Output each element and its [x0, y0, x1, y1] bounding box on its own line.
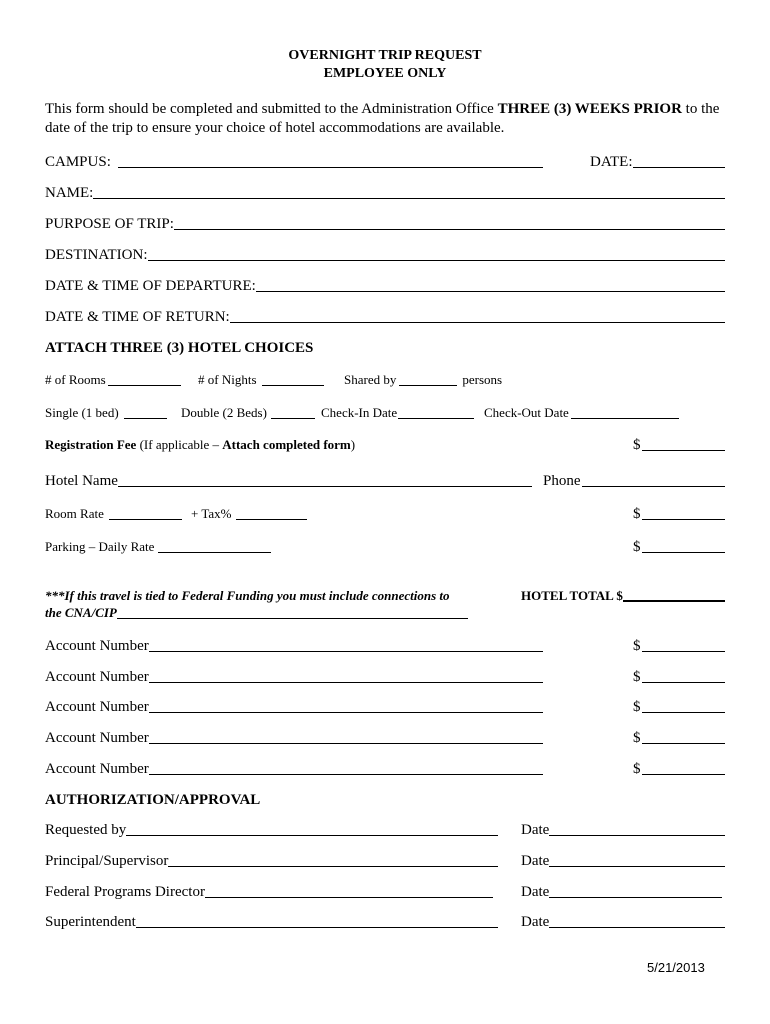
departure-field[interactable] — [256, 280, 725, 292]
registration-amount-group — [633, 436, 725, 454]
check-out-label: Check-Out Date — [484, 405, 569, 420]
parking-label: Parking – Daily Rate — [45, 539, 155, 554]
name-row — [45, 184, 725, 202]
check-out-group — [484, 404, 679, 422]
double-group — [181, 404, 315, 422]
principal-label: Principal/Supervisor — [45, 853, 169, 869]
superintendent-label: Superintendent — [45, 914, 136, 930]
registration-label — [45, 436, 355, 454]
rooms-group — [45, 371, 181, 389]
account-row — [45, 698, 543, 716]
shared-by-label: Shared by — [344, 372, 397, 387]
principal-date-field[interactable] — [549, 855, 725, 867]
phone-group — [543, 472, 725, 490]
date-label: DATE: — [590, 154, 633, 170]
rooms-label: # of Rooms — [45, 372, 106, 387]
nights-label: # of Nights — [198, 372, 257, 387]
date-label: Date — [521, 884, 550, 900]
return-row — [45, 308, 725, 326]
registration-note: (If applicable – — [136, 437, 223, 452]
currency-symbol: $ — [633, 539, 641, 555]
revision-date: 5/21/2013 — [647, 960, 705, 975]
form-subtitle: EMPLOYEE ONLY — [323, 66, 447, 81]
account-row — [45, 637, 543, 655]
account-amount-field[interactable] — [642, 763, 726, 775]
single-field[interactable] — [124, 407, 167, 419]
parking-amount-group — [633, 538, 725, 556]
single-label: Single (1 bed) — [45, 405, 119, 420]
double-field[interactable] — [271, 407, 315, 419]
rooms-field[interactable] — [108, 374, 181, 386]
requested-by-label: Requested by — [45, 822, 127, 838]
form-title: OVERNIGHT TRIP REQUEST — [288, 48, 482, 63]
room-rate-group — [45, 505, 182, 523]
destination-label: DESTINATION: — [45, 247, 148, 263]
return-field[interactable] — [230, 311, 725, 323]
hotel-name-group — [45, 472, 532, 490]
tax-group — [191, 505, 307, 523]
departure-label: DATE & TIME OF DEPARTURE: — [45, 278, 256, 294]
parking-group — [45, 538, 271, 556]
currency-symbol: $ — [633, 761, 641, 777]
account-number-field[interactable] — [149, 671, 543, 683]
intro-paragraph — [45, 100, 720, 138]
currency-symbol: $ — [633, 437, 641, 453]
registration-note-close: ) — [350, 437, 356, 452]
intro-deadline: THREE (3) WEEKS PRIOR — [497, 101, 682, 117]
room-rate-label: Room Rate — [45, 506, 104, 521]
date-field[interactable] — [633, 156, 726, 168]
federal-director-signature-field[interactable] — [205, 886, 493, 898]
check-out-field[interactable] — [571, 407, 679, 419]
account-amount-field[interactable] — [642, 701, 726, 713]
account-number-label: Account Number — [45, 669, 149, 685]
check-in-field[interactable] — [398, 407, 474, 419]
intro-text-end: to the date of the trip to ensure your choice of hotel accommodations are available. — [45, 101, 720, 136]
account-amount-group — [633, 668, 725, 686]
nights-field[interactable] — [262, 374, 325, 386]
hotel-total-label: HOTEL TOTAL $ — [521, 588, 623, 603]
cna-cip-field[interactable] — [117, 607, 468, 619]
name-field[interactable] — [93, 187, 725, 199]
account-amount-group — [633, 637, 725, 655]
hotel-name-label: Hotel Name — [45, 473, 118, 489]
double-label: Double (2 Beds) — [181, 405, 267, 420]
cna-cip-label: the CNA/CIP — [45, 605, 117, 620]
principal-signature-field[interactable] — [168, 855, 498, 867]
requested-by-date-group — [521, 821, 725, 839]
check-in-group — [321, 404, 474, 422]
room-rate-field[interactable] — [109, 508, 182, 520]
tax-field[interactable] — [236, 508, 307, 520]
superintendent-group — [45, 913, 498, 931]
departure-row — [45, 277, 725, 295]
account-number-field[interactable] — [149, 763, 543, 775]
federal-director-date-field[interactable] — [549, 886, 722, 898]
phone-label: Phone — [543, 473, 581, 489]
account-number-label: Account Number — [45, 699, 149, 715]
principal-group — [45, 852, 498, 870]
persons-label: persons — [462, 372, 503, 387]
parking-amount-field[interactable] — [642, 541, 726, 553]
purpose-field[interactable] — [174, 218, 725, 230]
intro-text: This form should be completed and submitted to the Administration Office — [45, 101, 498, 117]
campus-field[interactable] — [118, 156, 543, 168]
shared-by-field[interactable] — [399, 374, 457, 386]
account-number-field[interactable] — [149, 701, 543, 713]
registration-note-emphasis: Attach completed form — [222, 437, 351, 452]
superintendent-signature-field[interactable] — [136, 916, 498, 928]
hotel-total-field[interactable] — [623, 589, 725, 602]
parking-field[interactable] — [158, 541, 271, 553]
federal-director-group — [45, 883, 493, 901]
nights-group — [198, 371, 324, 389]
date-label: Date — [521, 822, 550, 838]
purpose-row — [45, 215, 725, 233]
single-group — [45, 404, 167, 422]
account-amount-field[interactable] — [642, 640, 726, 652]
hotel-total-group — [521, 587, 725, 605]
account-amount-group — [633, 729, 725, 747]
approval-heading: AUTHORIZATION/APPROVAL — [45, 792, 261, 808]
currency-symbol: $ — [633, 638, 641, 654]
room-amount-group — [633, 505, 725, 523]
requested-by-date-field[interactable] — [549, 824, 725, 836]
currency-symbol: $ — [633, 699, 641, 715]
currency-symbol: $ — [633, 506, 641, 522]
account-amount-group — [633, 760, 725, 778]
room-amount-field[interactable] — [642, 508, 726, 520]
destination-row — [45, 246, 725, 264]
tax-label: + Tax% — [191, 506, 232, 521]
superintendent-date-field[interactable] — [549, 916, 725, 928]
account-row — [45, 668, 543, 686]
account-amount-field[interactable] — [642, 671, 726, 683]
currency-symbol: $ — [633, 669, 641, 685]
date-row — [590, 153, 725, 171]
account-number-field[interactable] — [149, 640, 543, 652]
campus-label: CAMPUS: — [45, 154, 111, 170]
account-row — [45, 729, 543, 747]
account-amount-field[interactable] — [642, 732, 726, 744]
registration-title: Registration Fee — [45, 437, 137, 452]
purpose-label: PURPOSE OF TRIP: — [45, 216, 174, 232]
federal-director-date-group — [521, 883, 722, 901]
currency-symbol: $ — [633, 730, 641, 746]
phone-field[interactable] — [582, 475, 726, 487]
requested-by-signature-field[interactable] — [126, 824, 498, 836]
check-in-label: Check-In Date — [321, 405, 398, 420]
principal-date-group — [521, 852, 725, 870]
shared-by-group — [344, 371, 502, 389]
hotel-name-field[interactable] — [118, 475, 532, 487]
requested-by-group — [45, 821, 498, 839]
federal-director-label: Federal Programs Director — [45, 884, 205, 900]
date-label: Date — [521, 914, 550, 930]
name-label: NAME: — [45, 185, 94, 201]
cna-cip-group — [45, 604, 468, 622]
account-amount-group — [633, 698, 725, 716]
superintendent-date-group — [521, 913, 725, 931]
return-label: DATE & TIME OF RETURN: — [45, 309, 230, 325]
hotel-section-heading: ATTACH THREE (3) HOTEL CHOICES — [45, 340, 314, 356]
federal-funding-note: ***If this travel is tied to Federal Funding you must include connections to — [45, 588, 450, 603]
account-number-label: Account Number — [45, 638, 149, 654]
account-number-label: Account Number — [45, 761, 149, 777]
account-number-label: Account Number — [45, 730, 149, 746]
registration-amount-field[interactable] — [642, 439, 726, 451]
campus-row — [45, 153, 543, 171]
destination-field[interactable] — [148, 249, 726, 261]
account-row — [45, 760, 543, 778]
date-label: Date — [521, 853, 550, 869]
account-number-field[interactable] — [149, 732, 543, 744]
